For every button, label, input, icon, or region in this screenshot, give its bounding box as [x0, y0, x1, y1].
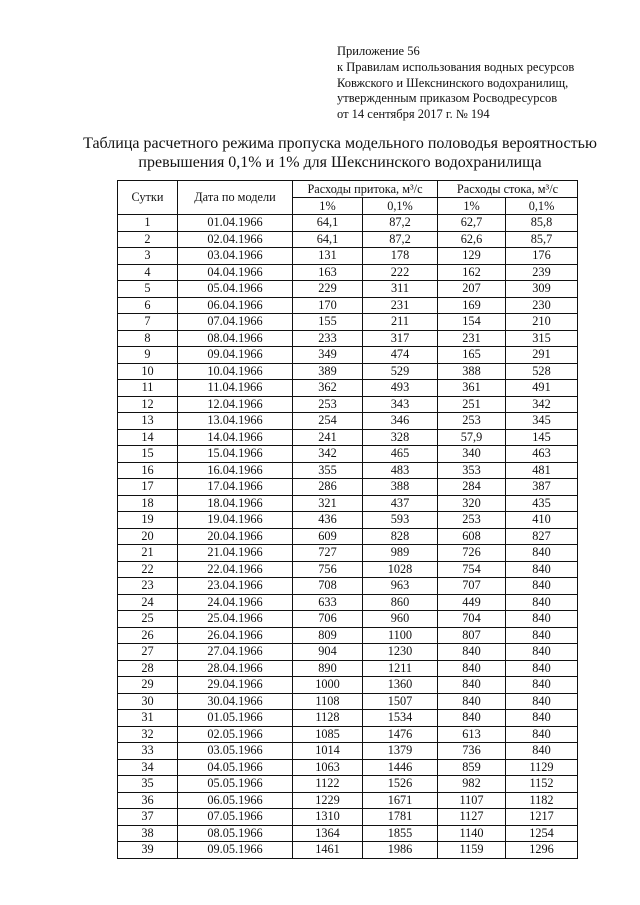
cell-outflow-01pct: 315 [506, 330, 578, 347]
cell-day: 3 [118, 248, 178, 265]
header-inflow: Расходы притока, м³/с [293, 181, 438, 198]
cell-inflow-01pct: 593 [363, 512, 438, 529]
cell-date: 07.04.1966 [178, 314, 293, 331]
cell-outflow-01pct: 840 [506, 611, 578, 628]
cell-outflow-01pct: 345 [506, 413, 578, 430]
cell-inflow-01pct: 346 [363, 413, 438, 430]
appendix-line: Приложение 56 [337, 44, 420, 58]
cell-inflow-1pct: 1000 [293, 677, 363, 694]
cell-inflow-1pct: 163 [293, 264, 363, 281]
cell-date: 14.04.1966 [178, 429, 293, 446]
cell-inflow-1pct: 349 [293, 347, 363, 364]
table-row [118, 693, 578, 710]
cell-inflow-01pct: 960 [363, 611, 438, 628]
cell-outflow-1pct: 840 [438, 710, 506, 727]
cell-outflow-1pct: 320 [438, 495, 506, 512]
cell-inflow-1pct: 229 [293, 281, 363, 298]
cell-inflow-1pct: 706 [293, 611, 363, 628]
cell-inflow-1pct: 727 [293, 545, 363, 562]
table-row [118, 809, 578, 826]
cell-day: 12 [118, 396, 178, 413]
table-row [118, 726, 578, 743]
cell-outflow-01pct: 827 [506, 528, 578, 545]
appendix-line: от 14 сентября 2017 г. № 194 [337, 107, 490, 122]
cell-day: 15 [118, 446, 178, 463]
cell-outflow-1pct: 840 [438, 677, 506, 694]
cell-outflow-01pct: 342 [506, 396, 578, 413]
cell-outflow-01pct: 85,7 [506, 231, 578, 248]
cell-inflow-1pct: 436 [293, 512, 363, 529]
cell-inflow-01pct: 1360 [363, 677, 438, 694]
table-row [118, 380, 578, 397]
table-row [118, 627, 578, 644]
cell-outflow-1pct: 340 [438, 446, 506, 463]
table-row [118, 495, 578, 512]
header-outflow-1pct: 1% [438, 198, 506, 215]
table-row [118, 578, 578, 595]
cell-outflow-1pct: 840 [438, 660, 506, 677]
appendix-line: Ковжского и Шекснинского водохранилищ, [337, 75, 569, 90]
table-row [118, 281, 578, 298]
cell-inflow-1pct: 633 [293, 594, 363, 611]
cell-outflow-01pct: 840 [506, 677, 578, 694]
cell-inflow-1pct: 1229 [293, 792, 363, 809]
cell-inflow-01pct: 87,2 [363, 231, 438, 248]
cell-inflow-01pct: 828 [363, 528, 438, 545]
cell-outflow-01pct: 1182 [506, 792, 578, 809]
header-day: Сутки [118, 181, 178, 215]
cell-inflow-1pct: 321 [293, 495, 363, 512]
cell-date: 04.04.1966 [178, 264, 293, 281]
cell-inflow-1pct: 155 [293, 314, 363, 331]
table-row [118, 363, 578, 380]
cell-inflow-1pct: 1461 [293, 842, 363, 859]
cell-outflow-01pct: 387 [506, 479, 578, 496]
cell-inflow-01pct: 1507 [363, 693, 438, 710]
cell-inflow-01pct: 1671 [363, 792, 438, 809]
table-row [118, 842, 578, 859]
header-inflow-01pct: 0,1% [363, 198, 438, 215]
cell-outflow-1pct: 613 [438, 726, 506, 743]
cell-inflow-01pct: 343 [363, 396, 438, 413]
flood-regime-table [117, 180, 578, 859]
cell-inflow-1pct: 131 [293, 248, 363, 265]
cell-outflow-1pct: 726 [438, 545, 506, 562]
cell-outflow-01pct: 840 [506, 644, 578, 661]
cell-outflow-01pct: 1254 [506, 825, 578, 842]
cell-outflow-1pct: 1127 [438, 809, 506, 826]
cell-day: 28 [118, 660, 178, 677]
cell-date: 20.04.1966 [178, 528, 293, 545]
cell-outflow-01pct: 840 [506, 545, 578, 562]
cell-inflow-01pct: 963 [363, 578, 438, 595]
header-date: Дата по модели [178, 181, 293, 215]
cell-outflow-1pct: 62,7 [438, 215, 506, 232]
cell-date: 12.04.1966 [178, 396, 293, 413]
cell-date: 27.04.1966 [178, 644, 293, 661]
cell-outflow-1pct: 840 [438, 644, 506, 661]
header-outflow-01pct: 0,1% [506, 198, 578, 215]
cell-outflow-01pct: 463 [506, 446, 578, 463]
cell-day: 17 [118, 479, 178, 496]
cell-inflow-01pct: 1446 [363, 759, 438, 776]
cell-date: 06.05.1966 [178, 792, 293, 809]
cell-outflow-1pct: 840 [438, 693, 506, 710]
cell-date: 16.04.1966 [178, 462, 293, 479]
cell-date: 07.05.1966 [178, 809, 293, 826]
cell-date: 08.05.1966 [178, 825, 293, 842]
table-title-line: Таблица расчетного режима пропуска модельного половодья вероятностью [83, 135, 597, 152]
cell-date: 11.04.1966 [178, 380, 293, 397]
cell-day: 18 [118, 495, 178, 512]
cell-inflow-1pct: 1085 [293, 726, 363, 743]
cell-day: 5 [118, 281, 178, 298]
cell-date: 04.05.1966 [178, 759, 293, 776]
cell-date: 17.04.1966 [178, 479, 293, 496]
cell-outflow-1pct: 1159 [438, 842, 506, 859]
cell-day: 14 [118, 429, 178, 446]
cell-outflow-01pct: 176 [506, 248, 578, 265]
cell-outflow-01pct: 435 [506, 495, 578, 512]
cell-inflow-01pct: 989 [363, 545, 438, 562]
cell-outflow-1pct: 62,6 [438, 231, 506, 248]
cell-inflow-1pct: 708 [293, 578, 363, 595]
header-outflow: Расходы стока, м³/с [438, 181, 578, 198]
cell-inflow-01pct: 529 [363, 363, 438, 380]
cell-outflow-01pct: 309 [506, 281, 578, 298]
cell-date: 02.04.1966 [178, 231, 293, 248]
cell-inflow-1pct: 1063 [293, 759, 363, 776]
cell-outflow-1pct: 807 [438, 627, 506, 644]
table-row [118, 594, 578, 611]
cell-day: 2 [118, 231, 178, 248]
cell-day: 22 [118, 561, 178, 578]
table-row [118, 479, 578, 496]
cell-inflow-01pct: 1855 [363, 825, 438, 842]
cell-outflow-01pct: 210 [506, 314, 578, 331]
cell-day: 29 [118, 677, 178, 694]
cell-inflow-1pct: 1014 [293, 743, 363, 760]
table-row [118, 710, 578, 727]
cell-inflow-1pct: 241 [293, 429, 363, 446]
cell-inflow-01pct: 1028 [363, 561, 438, 578]
cell-day: 30 [118, 693, 178, 710]
cell-inflow-1pct: 342 [293, 446, 363, 463]
cell-inflow-1pct: 756 [293, 561, 363, 578]
cell-outflow-1pct: 754 [438, 561, 506, 578]
cell-outflow-01pct: 840 [506, 594, 578, 611]
cell-inflow-1pct: 355 [293, 462, 363, 479]
cell-outflow-1pct: 704 [438, 611, 506, 628]
cell-outflow-01pct: 1296 [506, 842, 578, 859]
cell-outflow-01pct: 481 [506, 462, 578, 479]
cell-inflow-01pct: 211 [363, 314, 438, 331]
appendix-line: утвержденным приказом Росводресурсов [337, 91, 558, 106]
cell-inflow-01pct: 483 [363, 462, 438, 479]
cell-day: 37 [118, 809, 178, 826]
cell-date: 10.04.1966 [178, 363, 293, 380]
cell-inflow-1pct: 809 [293, 627, 363, 644]
cell-date: 19.04.1966 [178, 512, 293, 529]
cell-date: 09.04.1966 [178, 347, 293, 364]
cell-inflow-01pct: 474 [363, 347, 438, 364]
cell-inflow-01pct: 1986 [363, 842, 438, 859]
cell-date: 06.04.1966 [178, 297, 293, 314]
cell-day: 6 [118, 297, 178, 314]
cell-day: 13 [118, 413, 178, 430]
table-row [118, 446, 578, 463]
cell-date: 23.04.1966 [178, 578, 293, 595]
cell-inflow-1pct: 170 [293, 297, 363, 314]
cell-outflow-1pct: 253 [438, 413, 506, 430]
cell-date: 25.04.1966 [178, 611, 293, 628]
cell-inflow-01pct: 87,2 [363, 215, 438, 232]
cell-outflow-1pct: 608 [438, 528, 506, 545]
cell-outflow-01pct: 239 [506, 264, 578, 281]
table-row [118, 413, 578, 430]
table-row [118, 297, 578, 314]
cell-inflow-01pct: 860 [363, 594, 438, 611]
table-row [118, 396, 578, 413]
cell-outflow-01pct: 145 [506, 429, 578, 446]
cell-inflow-01pct: 317 [363, 330, 438, 347]
cell-outflow-1pct: 361 [438, 380, 506, 397]
cell-outflow-01pct: 85,8 [506, 215, 578, 232]
cell-inflow-1pct: 1108 [293, 693, 363, 710]
cell-inflow-1pct: 389 [293, 363, 363, 380]
cell-day: 26 [118, 627, 178, 644]
cell-outflow-1pct: 284 [438, 479, 506, 496]
table-row [118, 248, 578, 265]
table-row [118, 528, 578, 545]
cell-outflow-1pct: 251 [438, 396, 506, 413]
cell-outflow-01pct: 410 [506, 512, 578, 529]
cell-day: 27 [118, 644, 178, 661]
table-row [118, 677, 578, 694]
cell-day: 20 [118, 528, 178, 545]
cell-outflow-01pct: 491 [506, 380, 578, 397]
cell-inflow-01pct: 1230 [363, 644, 438, 661]
cell-outflow-01pct: 230 [506, 297, 578, 314]
cell-outflow-1pct: 207 [438, 281, 506, 298]
cell-date: 24.04.1966 [178, 594, 293, 611]
cell-outflow-01pct: 528 [506, 363, 578, 380]
cell-date: 03.04.1966 [178, 248, 293, 265]
cell-outflow-1pct: 1107 [438, 792, 506, 809]
cell-day: 11 [118, 380, 178, 397]
cell-date: 18.04.1966 [178, 495, 293, 512]
cell-outflow-1pct: 449 [438, 594, 506, 611]
cell-outflow-1pct: 154 [438, 314, 506, 331]
appendix-header [337, 44, 627, 123]
table-title [0, 134, 640, 172]
cell-date: 01.04.1966 [178, 215, 293, 232]
cell-inflow-1pct: 609 [293, 528, 363, 545]
table-row [118, 545, 578, 562]
cell-inflow-01pct: 437 [363, 495, 438, 512]
cell-outflow-1pct: 253 [438, 512, 506, 529]
table-row [118, 215, 578, 232]
cell-outflow-1pct: 231 [438, 330, 506, 347]
cell-date: 05.04.1966 [178, 281, 293, 298]
cell-inflow-01pct: 493 [363, 380, 438, 397]
cell-day: 4 [118, 264, 178, 281]
cell-outflow-01pct: 1152 [506, 776, 578, 793]
table-row [118, 792, 578, 809]
cell-inflow-1pct: 254 [293, 413, 363, 430]
cell-day: 16 [118, 462, 178, 479]
table-body [118, 215, 578, 859]
cell-outflow-1pct: 707 [438, 578, 506, 595]
cell-inflow-1pct: 286 [293, 479, 363, 496]
cell-outflow-01pct: 840 [506, 561, 578, 578]
cell-date: 09.05.1966 [178, 842, 293, 859]
cell-day: 35 [118, 776, 178, 793]
cell-day: 24 [118, 594, 178, 611]
cell-day: 7 [118, 314, 178, 331]
cell-day: 34 [118, 759, 178, 776]
cell-outflow-01pct: 840 [506, 710, 578, 727]
cell-date: 02.05.1966 [178, 726, 293, 743]
cell-outflow-01pct: 840 [506, 660, 578, 677]
cell-day: 9 [118, 347, 178, 364]
cell-date: 22.04.1966 [178, 561, 293, 578]
cell-date: 26.04.1966 [178, 627, 293, 644]
appendix-line: к Правилам использования водных ресурсов [337, 59, 575, 74]
cell-outflow-1pct: 353 [438, 462, 506, 479]
cell-inflow-01pct: 388 [363, 479, 438, 496]
cell-outflow-1pct: 165 [438, 347, 506, 364]
cell-day: 38 [118, 825, 178, 842]
cell-inflow-01pct: 178 [363, 248, 438, 265]
cell-outflow-01pct: 840 [506, 726, 578, 743]
cell-day: 19 [118, 512, 178, 529]
cell-inflow-1pct: 1310 [293, 809, 363, 826]
cell-date: 05.05.1966 [178, 776, 293, 793]
table-row [118, 314, 578, 331]
header-inflow-1pct: 1% [293, 198, 363, 215]
cell-inflow-01pct: 1476 [363, 726, 438, 743]
cell-day: 25 [118, 611, 178, 628]
table-row [118, 776, 578, 793]
cell-inflow-1pct: 904 [293, 644, 363, 661]
cell-outflow-1pct: 982 [438, 776, 506, 793]
cell-inflow-01pct: 1534 [363, 710, 438, 727]
cell-inflow-1pct: 362 [293, 380, 363, 397]
table-row [118, 512, 578, 529]
cell-outflow-01pct: 1217 [506, 809, 578, 826]
cell-inflow-01pct: 465 [363, 446, 438, 463]
cell-inflow-01pct: 1211 [363, 660, 438, 677]
table-row [118, 611, 578, 628]
cell-date: 29.04.1966 [178, 677, 293, 694]
cell-inflow-01pct: 222 [363, 264, 438, 281]
cell-inflow-01pct: 1526 [363, 776, 438, 793]
cell-inflow-01pct: 1379 [363, 743, 438, 760]
cell-outflow-1pct: 859 [438, 759, 506, 776]
table-row [118, 330, 578, 347]
cell-inflow-01pct: 328 [363, 429, 438, 446]
table-row [118, 759, 578, 776]
cell-outflow-01pct: 840 [506, 693, 578, 710]
cell-day: 8 [118, 330, 178, 347]
cell-date: 15.04.1966 [178, 446, 293, 463]
cell-outflow-01pct: 840 [506, 578, 578, 595]
cell-outflow-1pct: 169 [438, 297, 506, 314]
cell-inflow-1pct: 64,1 [293, 215, 363, 232]
cell-outflow-01pct: 840 [506, 743, 578, 760]
cell-date: 03.05.1966 [178, 743, 293, 760]
cell-outflow-1pct: 57,9 [438, 429, 506, 446]
table-row [118, 231, 578, 248]
cell-day: 36 [118, 792, 178, 809]
cell-day: 10 [118, 363, 178, 380]
cell-day: 32 [118, 726, 178, 743]
cell-day: 21 [118, 545, 178, 562]
cell-date: 21.04.1966 [178, 545, 293, 562]
cell-date: 30.04.1966 [178, 693, 293, 710]
cell-date: 08.04.1966 [178, 330, 293, 347]
cell-inflow-01pct: 311 [363, 281, 438, 298]
cell-day: 33 [118, 743, 178, 760]
table-row [118, 644, 578, 661]
cell-outflow-1pct: 388 [438, 363, 506, 380]
cell-outflow-01pct: 291 [506, 347, 578, 364]
cell-inflow-01pct: 231 [363, 297, 438, 314]
cell-outflow-01pct: 1129 [506, 759, 578, 776]
cell-day: 1 [118, 215, 178, 232]
cell-outflow-1pct: 1140 [438, 825, 506, 842]
cell-inflow-1pct: 64,1 [293, 231, 363, 248]
table-row [118, 347, 578, 364]
table-row [118, 660, 578, 677]
cell-date: 28.04.1966 [178, 660, 293, 677]
table-title-line: превышения 0,1% и 1% для Шекснинского водохранилища [138, 154, 542, 171]
table-row [118, 743, 578, 760]
cell-inflow-1pct: 1364 [293, 825, 363, 842]
cell-inflow-1pct: 890 [293, 660, 363, 677]
cell-inflow-1pct: 233 [293, 330, 363, 347]
table-row [118, 429, 578, 446]
table-row [118, 561, 578, 578]
cell-day: 31 [118, 710, 178, 727]
cell-inflow-1pct: 253 [293, 396, 363, 413]
cell-outflow-01pct: 840 [506, 627, 578, 644]
cell-date: 13.04.1966 [178, 413, 293, 430]
cell-inflow-01pct: 1781 [363, 809, 438, 826]
cell-outflow-1pct: 736 [438, 743, 506, 760]
cell-outflow-1pct: 162 [438, 264, 506, 281]
table-row [118, 825, 578, 842]
cell-date: 01.05.1966 [178, 710, 293, 727]
cell-inflow-1pct: 1128 [293, 710, 363, 727]
table-row [118, 462, 578, 479]
cell-day: 39 [118, 842, 178, 859]
cell-outflow-1pct: 129 [438, 248, 506, 265]
table-row [118, 264, 578, 281]
cell-inflow-01pct: 1100 [363, 627, 438, 644]
cell-inflow-1pct: 1122 [293, 776, 363, 793]
cell-day: 23 [118, 578, 178, 595]
